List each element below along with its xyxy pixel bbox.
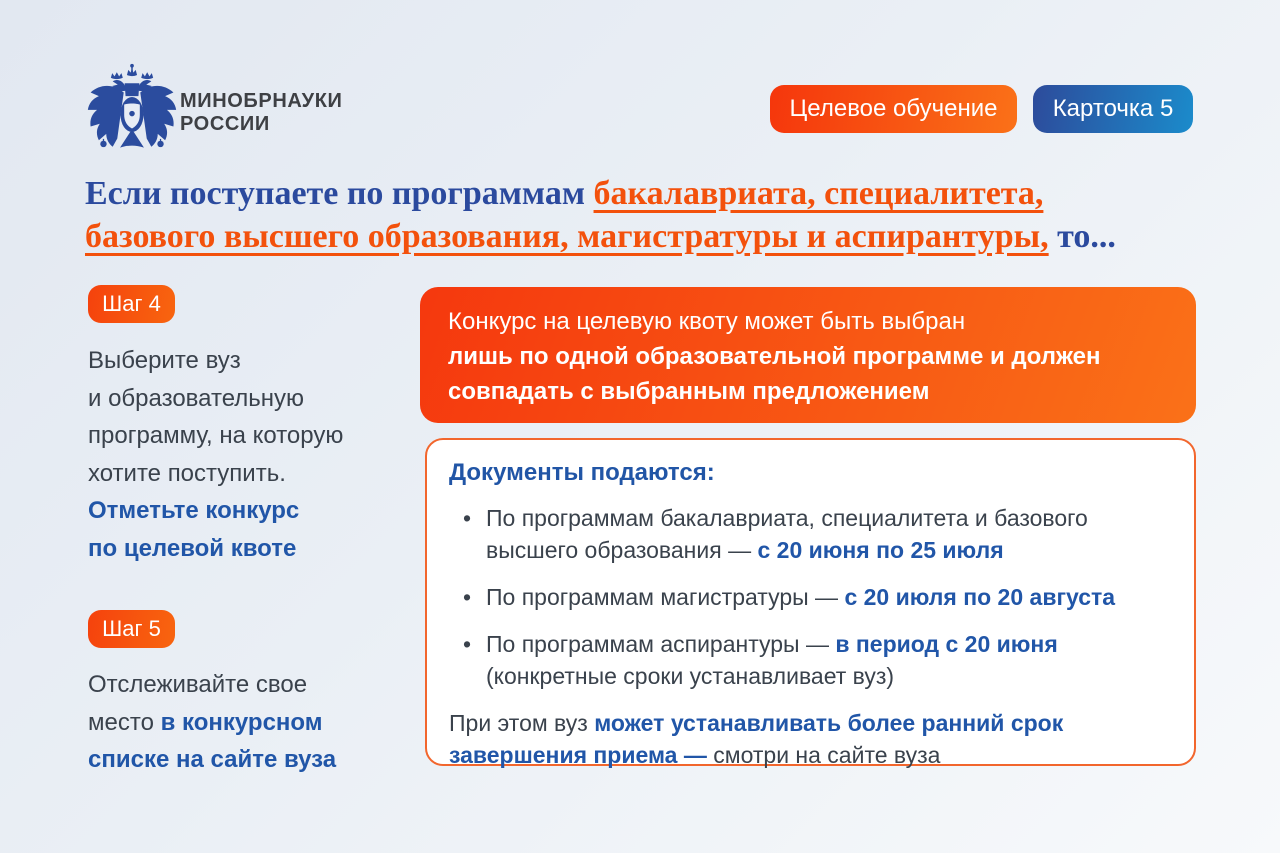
documents-bullet-list bbox=[449, 502, 1148, 692]
bullet-postgrad-text: По программам аспирантуры — bbox=[486, 631, 836, 657]
bullet-bachelor-text: По программам бакалавриата, специалитета и базового высшего образования — bbox=[486, 505, 1088, 563]
bullet-item-master bbox=[449, 581, 1148, 613]
step4-badge-label: Шаг 4 bbox=[102, 291, 161, 316]
quota-callout-box bbox=[420, 287, 1196, 423]
step5-badge-label: Шаг 5 bbox=[102, 616, 161, 641]
bullet-marker: • bbox=[463, 505, 472, 531]
step4-description bbox=[88, 342, 423, 567]
title-line2 bbox=[85, 215, 1225, 258]
topic-badge-label: Целевое обучение bbox=[789, 95, 998, 122]
coat-of-arms-eagle-icon bbox=[86, 60, 178, 158]
callout-line2: лишь по одной образовательной программе и должен bbox=[448, 343, 1101, 370]
title-line2-orange: базового высшего образования, магистратуры и аспирантуры, bbox=[85, 218, 1049, 255]
step4-line1: Выберите вуз bbox=[88, 347, 241, 374]
step4-line4: хотите поступить. bbox=[88, 459, 286, 487]
documents-info-box bbox=[425, 438, 1196, 766]
bullet-bachelor-dates: с 20 июня по 25 июля bbox=[757, 537, 1004, 563]
bullet-postgrad-note: (конкретные сроки устанавливает вуз) bbox=[486, 663, 895, 689]
card-number-label: Карточка 5 bbox=[1052, 95, 1174, 122]
documents-footer bbox=[449, 707, 1148, 771]
bullet-master-text: По программам магистратуры — bbox=[486, 584, 845, 610]
title-line1-orange: бакалавриата, специалитета, bbox=[593, 175, 1044, 212]
step4-line6-highlight: по целевой квоте bbox=[88, 534, 297, 562]
bullet-item-postgrad bbox=[449, 628, 1148, 692]
step5-line2 bbox=[88, 704, 423, 742]
bullet-marker: • bbox=[463, 631, 472, 657]
footer-gray1: При этом вуз bbox=[449, 710, 595, 736]
footer-gray2: смотри на сайте вуза bbox=[713, 742, 941, 768]
step5-description bbox=[88, 666, 423, 779]
bullet-postgrad-dates: в период с 20 июня bbox=[835, 631, 1058, 657]
card-number-badge bbox=[1033, 85, 1193, 133]
title-line1 bbox=[85, 172, 1225, 215]
step5-line2-gray: место bbox=[88, 708, 161, 736]
step4-line3: программу, на которую bbox=[88, 422, 344, 449]
page-title bbox=[85, 172, 1225, 258]
topic-badge bbox=[770, 85, 1017, 133]
callout-line3: совпадать с выбранным предложением bbox=[448, 378, 930, 405]
step5-line1: Отслеживайте свое bbox=[88, 671, 308, 698]
callout-line1: Конкурс на целевую квоту может быть выбран bbox=[448, 308, 966, 335]
ministry-name-line2: РОССИИ bbox=[180, 113, 270, 135]
step4-badge bbox=[88, 285, 175, 323]
step5-badge bbox=[88, 610, 175, 648]
ministry-name-line1: МИНОБРНАУКИ bbox=[180, 90, 343, 112]
bullet-master-dates: с 20 июля по 20 августа bbox=[844, 584, 1116, 610]
bullet-item-bachelor bbox=[449, 502, 1148, 566]
title-line1-blue: Если поступаете по программам bbox=[85, 175, 594, 212]
step5-line2-highlight: в конкурсном bbox=[160, 708, 323, 736]
step5-line3-highlight: списке на сайте вуза bbox=[88, 746, 337, 773]
documents-heading: Документы подаются: bbox=[449, 459, 715, 486]
step4-line5-highlight: Отметьте конкурс bbox=[88, 497, 300, 524]
footer-highlight: может устанавливать более ранний срок завершения приема — bbox=[449, 710, 1064, 768]
title-line2-blue: то... bbox=[1048, 218, 1116, 255]
step4-line2: и образовательную bbox=[88, 384, 305, 412]
ministry-logo-text bbox=[180, 90, 343, 136]
bullet-marker: • bbox=[463, 584, 472, 610]
